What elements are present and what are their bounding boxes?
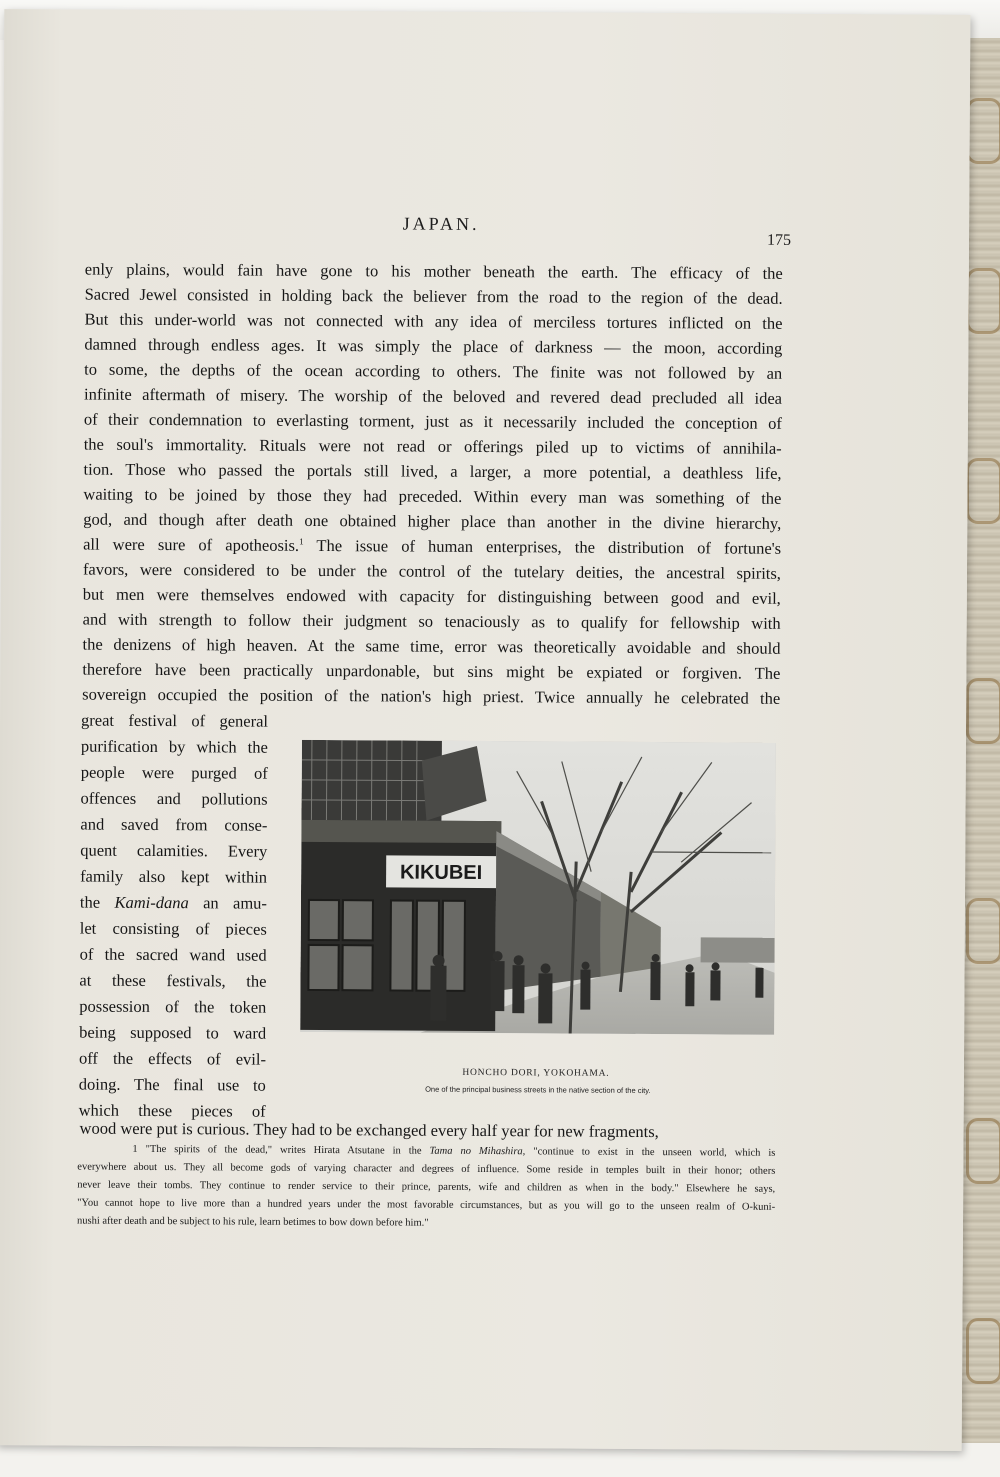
footnote-marker: 1: [299, 536, 304, 547]
footnote-line: never leave their tombs. They continue to render service to their prince, parents, wife and children as when in the body." Elsewhere he says,: [77, 1179, 776, 1195]
binding-pattern: [966, 268, 1000, 334]
binding-pattern: [966, 678, 1000, 744]
side-column-line: [80, 893, 267, 914]
body-line: the soul's immortality. Rituals were not read or offerings piled up to victims of annihila-: [83, 434, 782, 458]
book-page: [0, 9, 970, 1451]
body-line: to some, the depths of the ocean according to others. The finite was not followed by an: [84, 359, 783, 383]
street-photograph: [300, 740, 776, 1035]
street-photograph-svg: [300, 740, 776, 1035]
side-column-line: doing. The final use to: [78, 1074, 266, 1095]
body-line: infinite aftermath of misery. The worship of the beloved and revered dead precluded all idea: [83, 384, 783, 408]
running-head: JAPAN.: [402, 213, 480, 234]
side-column-text: an amu-: [188, 893, 268, 913]
side-column-line: great festival of general: [80, 710, 269, 731]
side-column-line: let consisting of pieces: [79, 918, 267, 939]
body-line: But this under-world was not connected with any idea of merciless tortures inflicted on the: [84, 309, 783, 333]
body-line: damned through endless ages. It was simply the place of darkness — the moon, according: [84, 334, 783, 358]
binding-pattern: [966, 98, 1000, 164]
side-column-line: people were purged of: [80, 762, 268, 783]
footnote-line: nushi after death and be subject to his rule, learn betimes to bow down before him.": [76, 1215, 429, 1229]
binding-pattern: [966, 1118, 1000, 1184]
side-column-line: at these festivals, the: [79, 970, 267, 991]
body-line-part: all were sure of apotheosis.: [83, 534, 300, 555]
footnote-line: everywhere about us. They all become gods of varying character and degrees of influence. Some reside in temples built in their honor; others: [77, 1161, 776, 1177]
body-line: the denizens of high heaven. At the same time, error was theoretically avoidable and should: [82, 634, 781, 658]
binding-pattern: [966, 898, 1000, 964]
body-line: favors, were considered to be under the control of the tutelary deities, the ancestral spirits,: [82, 559, 782, 583]
binding-pattern: [966, 458, 1000, 524]
footnote-title: Tama no Mihashira,: [429, 1145, 526, 1158]
side-column-line: possession of the token: [79, 996, 267, 1017]
body-line: waiting to be joined by those they had preceded. Within every man was something of the: [83, 484, 782, 508]
binding-pattern: [966, 1318, 1000, 1384]
side-column-line: family also kept within: [80, 866, 268, 887]
body-line: god, and though after death one obtained higher place than another in the divine hierarchy,: [83, 509, 782, 533]
side-column-line: of the sacred wand used: [79, 944, 267, 965]
side-column-line: offences and pollutions: [80, 788, 268, 809]
body-line: of their condemnation to everlasting torment, just as it necessarily included the conception of: [83, 409, 782, 433]
side-column-text: the: [79, 892, 101, 912]
body-line: enly plains, would fain have gone to his mother beneath the earth. The efficacy of the: [84, 259, 783, 283]
shop-sign: KIKUBEI: [399, 861, 483, 884]
side-column-line: being supposed to ward: [79, 1022, 267, 1043]
italic-term: Kami-dana: [114, 892, 189, 913]
side-column-line: and saved from conse-: [80, 814, 268, 835]
body-line: Sacred Jewel consisted in holding back the believer from the road to the region of the dead.: [84, 284, 783, 308]
body-line: but men were themselves endowed with capacity for distinguishing between good and evil,: [82, 584, 781, 608]
side-column-line: which these pieces of: [78, 1100, 266, 1121]
side-column-line: purification by which the: [80, 736, 268, 757]
body-line: tion. Those who passed the portals still lived, a larger, a more potential, a deathless life,: [83, 459, 782, 483]
body-line-part: The issue of human enterprises, the distribution of fortune's: [303, 535, 782, 558]
body-line: sovereign occupied the position of the nation's high priest. Twice annually he celebrated the: [82, 684, 781, 708]
footnote-text: "continue to exist in the unseen world, which is: [525, 1146, 776, 1159]
figure-subcaption: One of the principal business streets in the native section of the city.: [425, 1084, 651, 1096]
footnote-line: "You cannot hope to live more than a hundred years under the most favorable circumstances, but as you will go to the unseen realm of O-kuni-: [77, 1197, 776, 1213]
side-column-line: quent calamities. Every: [80, 840, 268, 861]
footnote-text: 1 "The spirits of the dead," writes Hirata Atsutane in the: [132, 1143, 422, 1157]
body-line: [83, 535, 781, 559]
side-column-line: off the effects of evil-: [78, 1048, 267, 1069]
page-number: 175: [766, 231, 792, 249]
figure-caption: HONCHO DORI, YOKOHAMA.: [462, 1067, 610, 1079]
body-line: wood were put is curious. They had to be exchanged every half year for new fragments,: [79, 1118, 659, 1142]
footnote-line: [132, 1143, 775, 1160]
body-line: and with strength to follow their judgment so tenaciously as to qualify for fellowship with: [82, 609, 781, 633]
body-line: therefore have been practically unpardonable, but sins might be expiated or forgiven. The: [82, 659, 781, 683]
